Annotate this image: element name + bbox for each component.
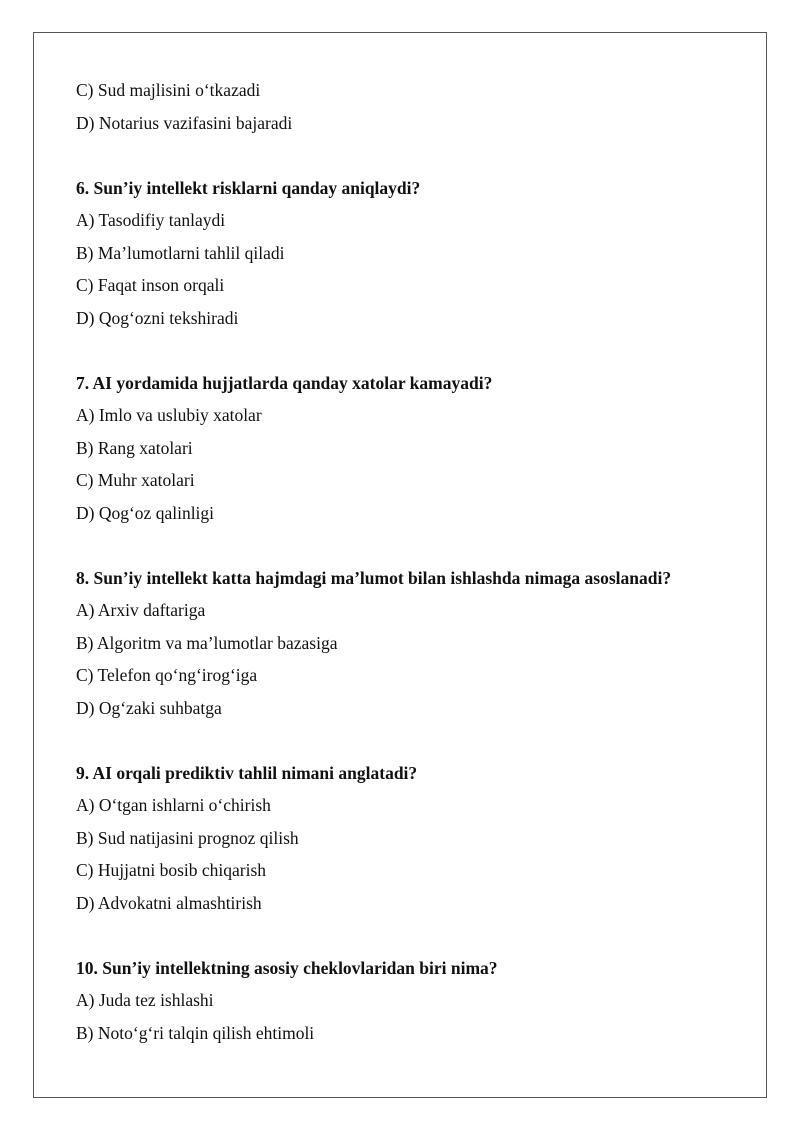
option-8d: D) Og‘zaki suhbatga — [76, 697, 222, 718]
option-5d: D) Notarius vazifasini bajaradi — [76, 112, 293, 133]
document-content — [76, 74, 756, 1049]
option-10b: B) Noto‘g‘ri talqin qilish ehtimoli — [76, 1022, 315, 1043]
option-8c: C) Telefon qo‘ng‘irog‘iga — [76, 665, 258, 685]
option-9a: A) O‘tgan ishlarni o‘chirish — [76, 795, 271, 815]
option-9b: B) Sud natijasini prognoz qilish — [76, 827, 299, 848]
option-10a: A) Juda tez ishlashi — [76, 990, 214, 1010]
option-9c: C) Hujjatni bosib chiqarish — [76, 860, 267, 880]
option-6a: A) Tasodifiy tanlaydi — [76, 210, 226, 230]
option-7d: D) Qog‘oz qalinligi — [76, 502, 215, 523]
option-6b: B) Ma’lumotlarni tahlil qiladi — [76, 242, 285, 263]
option-8b: B) Algoritm va ma’lumotlar bazasiga — [76, 632, 338, 653]
question-9: 9. AI orqali prediktiv tahlil nimani anglatadi? — [76, 762, 418, 783]
option-8a: A) Arxiv daftariga — [76, 600, 206, 620]
option-6c: C) Faqat inson orqali — [76, 275, 225, 295]
spacer — [76, 139, 756, 172]
question-10: 10. Sun’iy intellektning asosiy cheklovlaridan biri nima? — [76, 957, 498, 978]
question-8: 8. Sun’iy intellekt katta hajmdagi ma’lumot bilan ishlashda nimaga asoslanadi? — [76, 567, 672, 588]
spacer — [76, 334, 756, 367]
option-6d: D) Qog‘ozni tekshiradi — [76, 307, 239, 328]
question-7: 7. AI yordamida hujjatlarda qanday xatolar kamayadi? — [76, 372, 493, 393]
option-7c: C) Muhr xatolari — [76, 470, 195, 490]
spacer — [76, 529, 756, 562]
question-6: 6. Sun’iy intellekt risklarni qanday aniqlaydi? — [76, 177, 421, 198]
option-5c: C) Sud majlisini o‘tkazadi — [76, 80, 261, 100]
spacer — [76, 724, 756, 757]
spacer — [76, 919, 756, 952]
option-7a: A) Imlo va uslubiy xatolar — [76, 405, 262, 425]
option-7b: B) Rang xatolari — [76, 437, 193, 458]
option-9d: D) Advokatni almashtirish — [76, 892, 262, 913]
